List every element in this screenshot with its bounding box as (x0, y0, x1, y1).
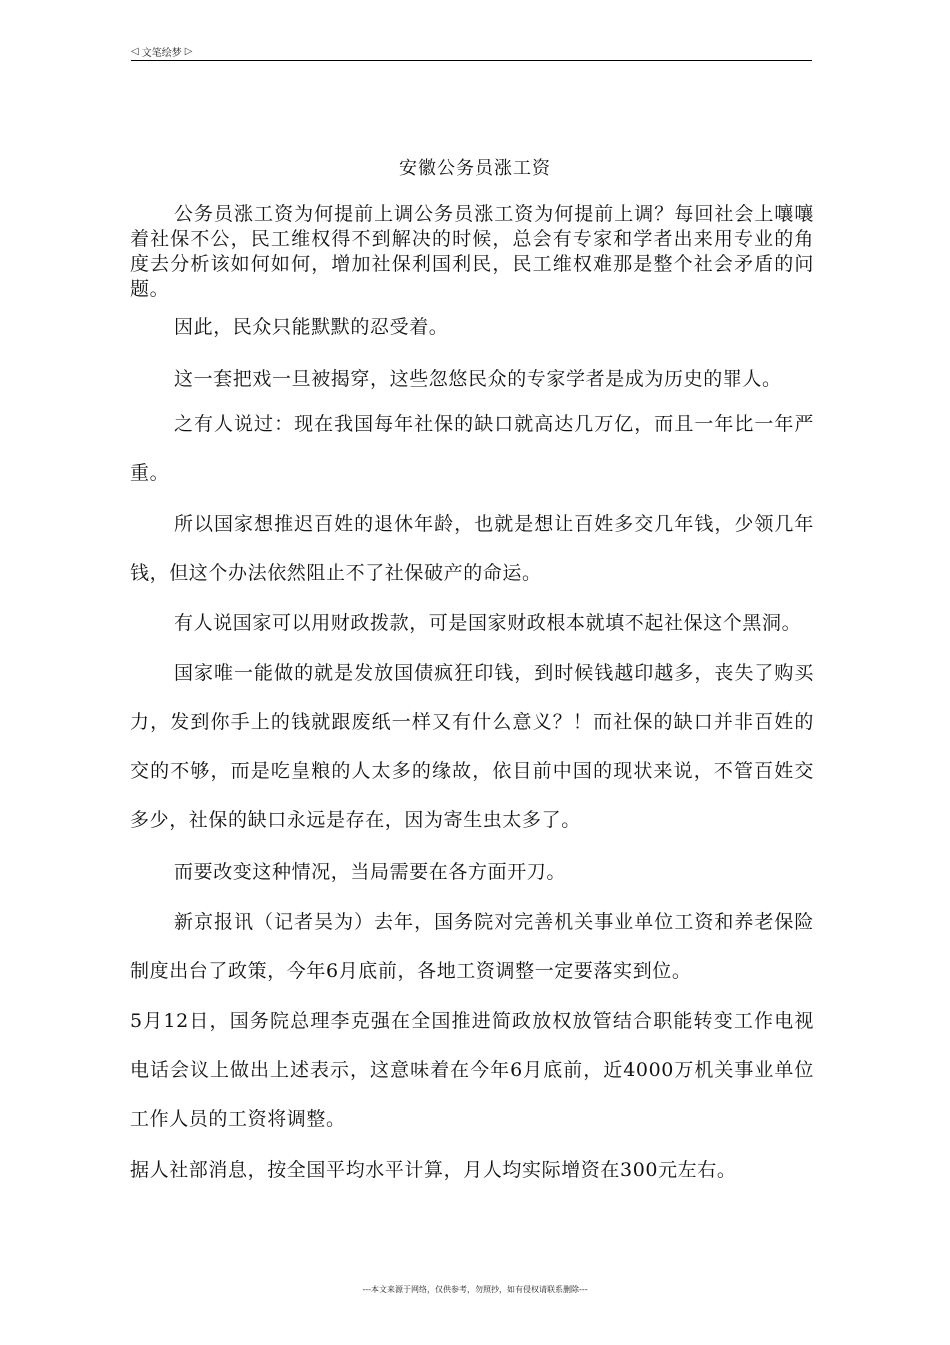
header-rule (131, 60, 812, 61)
paragraph-11: 据人社部消息，按全国平均水平计算，月人均实际增资在300元左右。 (130, 1159, 737, 1181)
left-triangle-icon: ◁ (131, 46, 139, 57)
paragraph-8: 而要改变这种情况，当局需要在各方面开刀。 (174, 861, 567, 883)
paragraph-6: 有人说国家可以用财政拨款，可是国家财政根本就填不起社保这个黑洞。 (174, 612, 802, 634)
page-footer: ---本文来源于网络，仅供参考，勿照抄，如有侵权请联系删除--- (362, 1285, 588, 1294)
paragraph-2: 因此，民众只能默默的忍受着。 (174, 316, 449, 338)
right-triangle-icon: ▷ (184, 46, 193, 57)
paragraph-4: 之有人说过：现在我国每年社保的缺口就高达几万亿，而且一年比一年严重。 (130, 413, 814, 484)
paragraph-5: 所以国家想推迟百姓的退休年龄，也就是想让百姓多交几年钱，少领几年钱，但这个办法依然阻止不了社保破产的命运。 (130, 513, 814, 584)
page-header (131, 44, 192, 59)
paragraph-9: 新京报讯（记者吴为）去年，国务院对完善机关事业单位工资和养老保险制度出台了政策，今年6月底前，各地工资调整一定要落实到位。 (130, 911, 814, 982)
paragraph-3: 这一套把戏一旦被揭穿，这些忽悠民众的专家学者是成为历史的罪人。 (174, 368, 782, 390)
document-title: 安徽公务员涨工资 (399, 158, 551, 179)
paragraph-7: 国家唯一能做的就是发放国债疯狂印钱，到时候钱越印越多，丧失了购买力，发到你手上的钱就跟废纸一样又有什么意义？！而社保的缺口并非百姓的交的不够，而是吃皇粮的人太多的缘故，依目前中国的现状来说，不管百姓交多少，社保的缺口永远是存在，因为寄生虫太多了。 (130, 662, 814, 831)
paragraph-1: 公务员涨工资为何提前上调公务员涨工资为何提前上调？每回社会上嚷嚷着社保不公，民工维权得不到解决的时候，总会有专家和学者出来用专业的角度去分析该如何如何，增加社保利国利民，民工维权难那是整个社会矛盾的问题。 (130, 203, 814, 300)
paragraph-10: 5月12日，国务院总理李克强在全国推进简政放权放管结合职能转变工作电视电话会议上做出上述表示，这意味着在今年6月底前，近4000万机关事业单位工作人员的工资将调整。 (130, 1010, 814, 1130)
header-text: 文笔绘梦 (141, 48, 182, 59)
